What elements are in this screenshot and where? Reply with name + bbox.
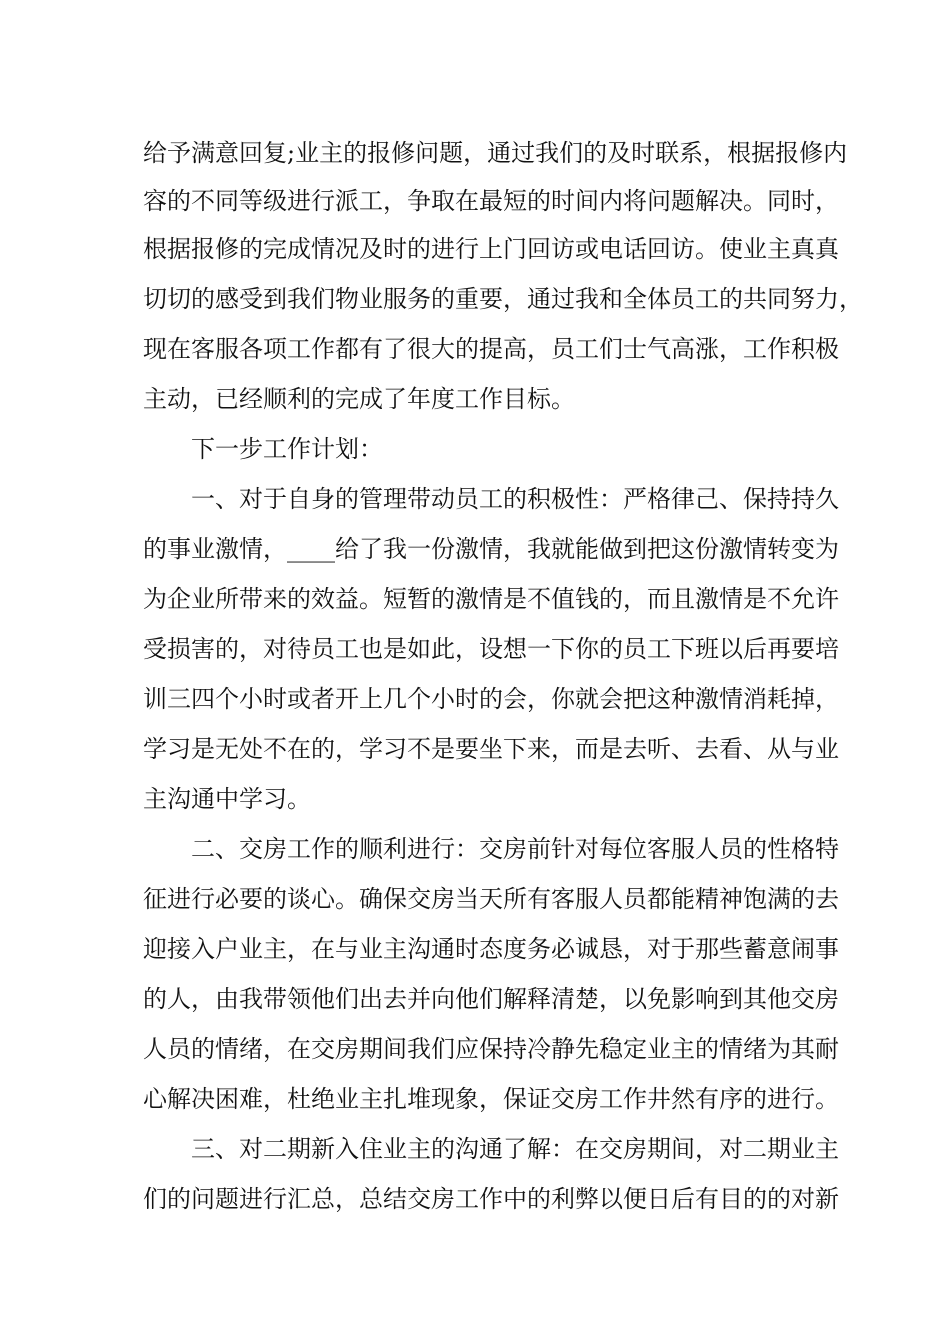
text-line: 们的问题进行汇总，总结交房工作中的利弊以便日后有目的的对新 [143,1185,839,1213]
text-line: 一、对于自身的管理带动员工的积极性：严格律己、保持持久 [191,485,839,513]
text-line: 根据报修的完成情况及时的进行上门回访或电话回访。使业主真真 [143,235,839,263]
text-line: 受损害的，对待员工也是如此，设想一下你的员工下班以后再要培 [143,635,839,663]
section-heading: 下一步工作计划： [191,435,383,463]
text-line: 征进行必要的谈心。确保交房当天所有客服人员都能精神饱满的去 [143,885,839,913]
text-line: 人员的情绪，在交房期间我们应保持冷静先稳定业主的情绪为其耐 [143,1035,839,1063]
text-line: 学习是无处不在的，学习不是要坐下来，而是去听、去看、从与业 [143,735,839,763]
text-line: 二、交房工作的顺利进行：交房前针对每位客服人员的性格特 [191,835,839,863]
text-line: 给予满意回复;业主的报修问题，通过我们的及时联系，根据报修内 [143,139,848,167]
text-line: 现在客服各项工作都有了很大的提高，员工们士气高涨，工作积极 [143,335,839,363]
text-line: 切切的感受到我们物业服务的重要，通过我和全体员工的共同努力， [143,285,863,313]
text-line: 容的不同等级进行派工，争取在最短的时间内将问题解决。同时， [143,187,839,215]
text-line: 迎接入户业主，在与业主沟通时态度务必诚恳，对于那些蓄意闹事 [143,935,839,963]
text-line: 为企业所带来的效益。短暂的激情是不值钱的，而且激情是不允许 [143,585,839,613]
text-line: 的事业激情，____给了我一份激情，我就能做到把这份激情转变为 [143,535,839,563]
text-line: 主动，已经顺利的完成了年度工作目标。 [143,385,575,413]
text-line: 三、对二期新入住业主的沟通了解：在交房期间，对二期业主 [191,1135,839,1163]
text-line: 心解决困难，杜绝业主扎堆现象，保证交房工作井然有序的进行。 [143,1085,839,1113]
text-line: 的人，由我带领他们出去并向他们解释清楚，以免影响到其他交房 [143,985,839,1013]
text-line: 训三四个小时或者开上几个小时的会，你就会把这种激情消耗掉， [143,685,839,713]
text-line: 主沟通中学习。 [143,785,311,813]
